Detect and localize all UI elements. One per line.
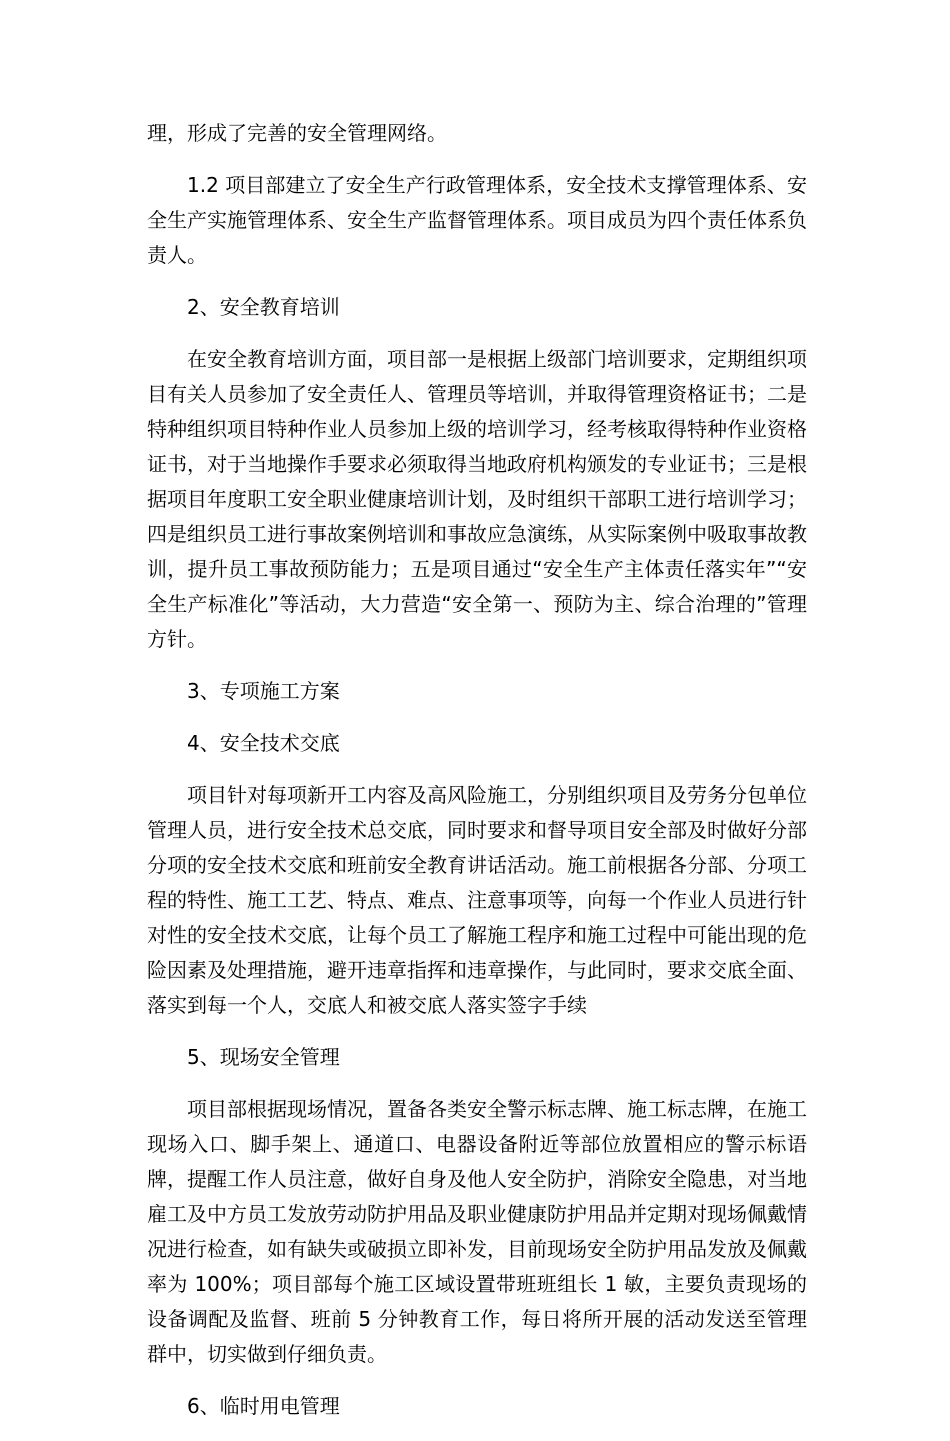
document-page: [147, 116, 807, 1441]
paragraph-technical-briefing: 项目针对每项新开工内容及高风险施工，分别组织项目及劳务分包单位管理人员，进行安全技术总交底，同时要求和督导项目安全部及时做好分部分项的安全技术交底和班前安全教育讲话活动。施工前根据各分部、分项工程的特性、施工工艺、特点、难点、注意事项等，向每一个作业人员进行针对性的安全技术交底，让每个员工了解施工程序和施工过程中可能出现的危险因素及处理措施，避开违章指挥和违章操作，与此同时，要求交底全面、落实到每一个人，交底人和被交底人落实签字手续: [147, 783, 807, 1017]
section-heading-5: 5、现场安全管理: [187, 1045, 340, 1069]
section-heading-6: 6、临时用电管理: [187, 1394, 340, 1418]
section-heading-4: 4、安全技术交底: [187, 731, 340, 755]
paragraph-safety-training: 在安全教育培训方面，项目部一是根据上级部门培训要求，定期组织项目有关人员参加了安全责任人、管理员等培训，并取得管理资格证书；二是特种组织项目特种作业人员参加上级的培训学习，经考核取得特种作业资格证书，对于当地操作手要求必须取得当地政府机构颁发的专业证书；三是根据项目年度职工安全职业健康培训计划，及时组织干部职工进行培训学习；四是组织员工进行事故案例培训和事故应急演练，从实际案例中吸取事故教训，提升员工事故预防能力；五是项目通过“安全生产主体责任落实年”“安全生产标准化”等活动，大力营造“安全第一、预防为主、综合治理的”管理方针。: [147, 347, 807, 651]
paragraph-site-safety: 项目部根据现场情况，置备各类安全警示标志牌、施工标志牌，在施工现场入口、脚手架上、通道口、电器设备附近等部位放置相应的警示标语牌，提醒工作人员注意，做好自身及他人安全防护，消除安全隐患，对当地雇工及中方员工发放劳动防护用品及职业健康防护用品并定期对现场佩戴情况进行检查，如有缺失或破损立即补发，目前现场安全防护用品发放及佩戴率为 100%；项目部每个施工区域设置带班班组长 1 敏，主要负责现场的设备调配及监督、班前 5 分钟教育工作，每日将所开展的活动发送至管理群中，切实做到仔细负责。: [147, 1097, 807, 1366]
paragraph-1-2-system: 1.2 项目部建立了安全生产行政管理体系，安全技术支撑管理体系、安全生产实施管理体系、安全生产监督管理体系。项目成员为四个责任体系负责人。: [147, 173, 807, 267]
section-heading-3: 3、专项施工方案: [187, 679, 340, 703]
section-heading-2: 2、安全教育培训: [187, 295, 340, 319]
paragraph-network: 理，形成了完善的安全管理网络。: [147, 121, 447, 145]
